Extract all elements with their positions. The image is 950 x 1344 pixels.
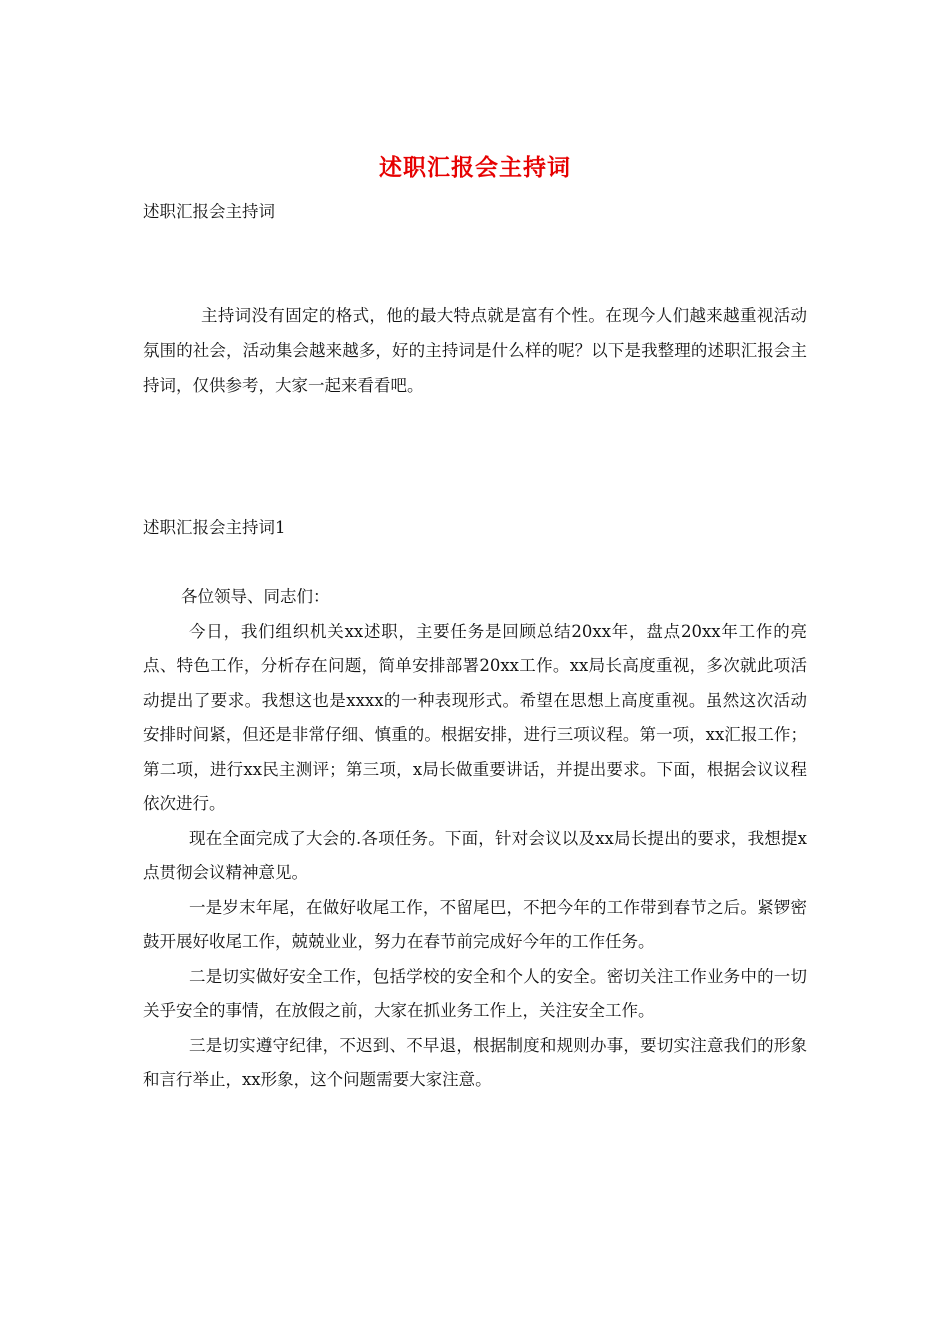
document-subtitle: 述职汇报会主持词 — [143, 202, 275, 221]
body-text — [143, 580, 807, 1098]
intro-paragraph: 主持词没有固定的格式，他的最大特点就是富有个性。在现今人们越来越重视活动氛围的社会，活动集会越来越多，好的主持词是什么样的呢？以下是我整理的述职汇报会主持词，仅供参考，大家一起来看看吧。 — [143, 306, 807, 395]
body-paragraph: 二是切实做好安全工作，包括学校的安全和个人的安全。密切关注工作业务中的一切关乎安全的事情，在放假之前，大家在抓业务工作上，关注安全工作。 — [143, 966, 807, 1020]
document-title: 述职汇报会主持词 — [379, 154, 571, 181]
section-heading: 述职汇报会主持词1 — [143, 518, 286, 537]
body-paragraph: 今日，我们组织机关xx述职，主要任务是回顾总结20xx年，盘点20xx年工作的亮点、特色工作，分析存在问题，简单安排部署20xx工作。xx局长高度重视，多次就此项活动提出了要求。我想这也是xxxx的一种表现形式。希望在思想上高度重视。虽然这次活动安排时间紧，但还是非常仔细、慎重的。根据安排，进行三项议程。第一项，xx汇报工作；第二项，进行xx民主测评；第三项，x局长做重要讲话，并提出要求。下面，根据会议议程依次进行。 — [143, 621, 807, 813]
body-paragraph: 一是岁末年尾，在做好收尾工作，不留尾巴，不把今年的工作带到春节之后。紧锣密鼓开展好收尾工作，兢兢业业，努力在春节前完成好今年的工作任务。 — [143, 897, 807, 951]
body-paragraph: 现在全面完成了大会的.各项任务。下面，针对会议以及xx局长提出的要求，我想提x点贯彻会议精神意见。 — [143, 828, 807, 882]
body-paragraph: 三是切实遵守纪律，不迟到、不早退，根据制度和规则办事，要切实注意我们的形象和言行举止，xx形象，这个问题需要大家注意。 — [143, 1035, 807, 1089]
greeting-paragraph: 各位领导、同志们： — [181, 587, 330, 606]
